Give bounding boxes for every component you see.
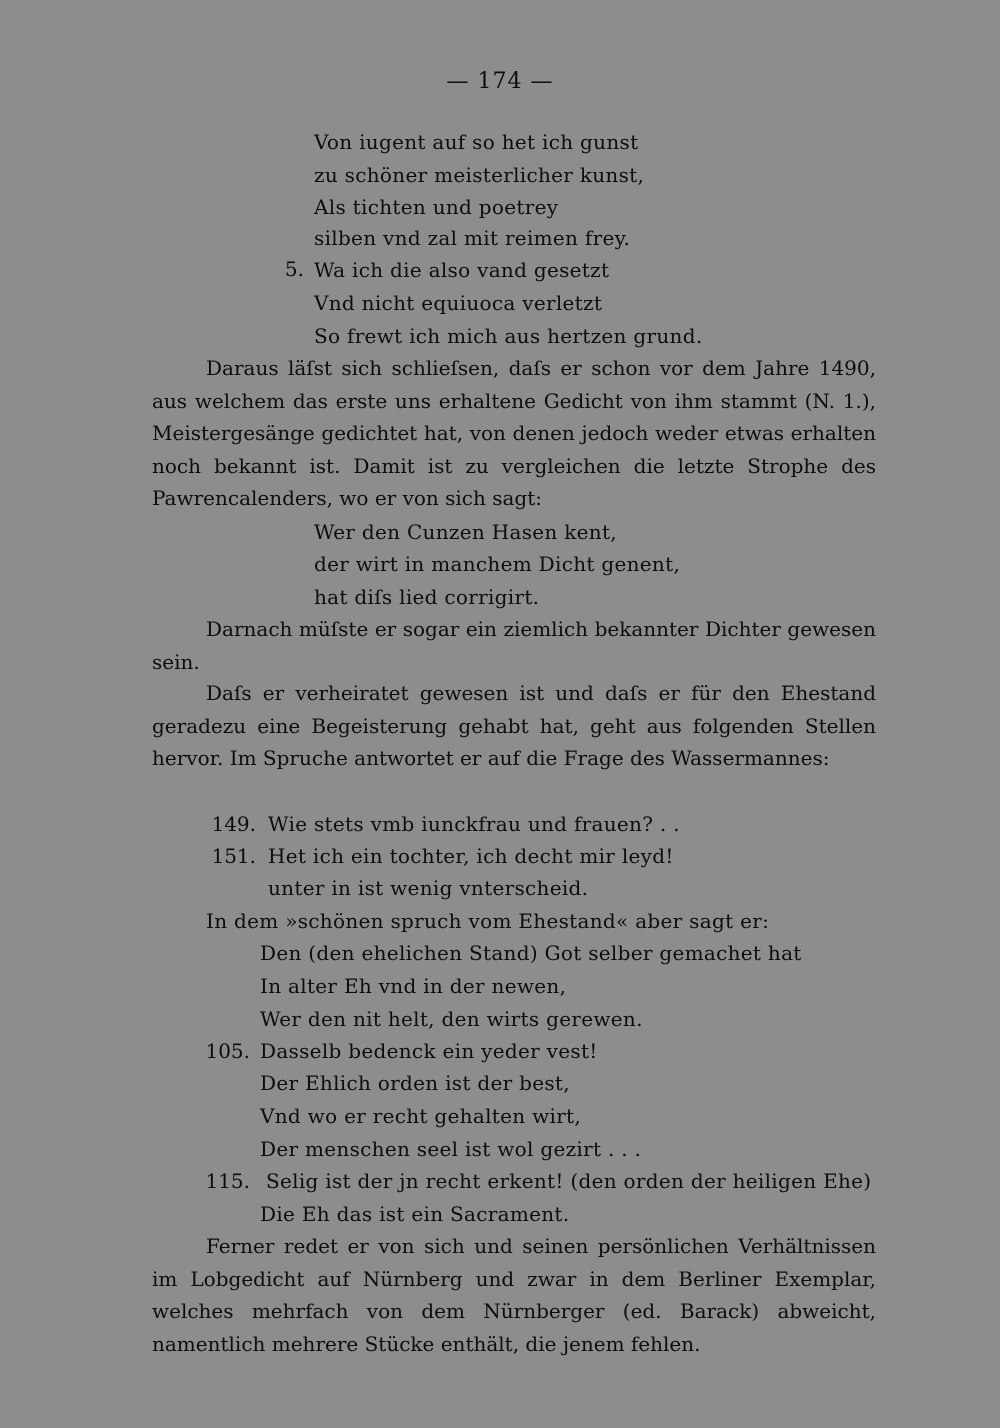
verse-line: Der menschen seel ist wol gezirt . . . [260,1137,642,1161]
verse-line-number: 115. [205,1169,250,1193]
paragraph-2 [152,613,876,678]
verse-line: So frewt ich mich aus hertzen grund. [314,324,703,348]
verse-line: Die Eh das ist ein Sacrament. [260,1202,570,1226]
verse-line: Den (den ehelichen Stand) Got selber gemachet hat [260,941,802,965]
paragraph-text: Ferner redet er von sich und seinen persönlichen Verhältnissen im Lobgedicht auf Nürnberg und zwar in dem Berliner Exemplar, welches mehrfach von dem Nürnberger (ed. Barack) abweicht, namentlich mehrere Stücke enthält, die jenem fehlen. [152,1234,876,1356]
verse-line: silben vnd zal mit reimen frey. [314,226,631,250]
verse-line: Selig ist der jn recht erkent! (den orden der heiligen Ehe) [266,1169,872,1193]
verse-line: hat diſs lied corrigirt. [314,585,540,609]
paragraph-text: Daſs er verheiratet gewesen ist und daſs er für den Ehestand geradezu eine Begeisterung gehabt hat, geht aus folgenden Stellen hervor. Im Spruche antwortet er auf die Frage des Wassermannes: [152,681,876,771]
verse-line: Het ich ein tochter, ich decht mir leyd! [268,844,674,868]
paragraph-5 [152,1230,876,1360]
verse-line: Vnd nicht equiuoca verletzt [314,291,603,315]
verse-line-number: 105. [205,1039,250,1063]
verse-line-number: 151. [211,844,256,868]
verse-line: zu schöner meisterlicher kunst, [314,163,645,187]
paragraph-4: In dem »schönen spruch vom Ehestand« aber sagt er: [206,909,770,933]
verse-line: Von iugent auf so het ich gunst [314,130,639,154]
verse-line: Wie stets vmb iunckfrau und frauen? . . [268,812,680,836]
verse-line: Wa ich die also vand gesetzt [314,258,610,282]
page-number: — 174 — [446,69,554,94]
verse-line: Der Ehlich orden ist der best, [260,1071,570,1095]
verse-line: Als tichten und poetrey [314,195,559,219]
verse-line: Vnd wo er recht gehalten wirt, [260,1104,582,1128]
verse-line: Wer den Cunzen Hasen kent, [314,520,617,544]
verse-line: In alter Eh vnd in der newen, [260,974,567,998]
verse-line-number: 149. [211,812,256,836]
paragraph-3 [152,677,876,775]
paragraph-text: Darnach müſste er sogar ein ziemlich bekannter Dichter gewesen sein. [152,617,876,674]
verse-line-number: 5. [284,257,304,281]
verse-line: unter in ist wenig vnterscheid. [268,876,589,900]
paragraph-1 [152,352,876,515]
verse-line: Dasselb bedenck ein yeder vest! [260,1039,598,1063]
verse-line: Wer den nit helt, den wirts gerewen. [260,1007,643,1031]
verse-line: der wirt in manchem Dicht genent, [314,552,681,576]
paragraph-text: Daraus läſst sich schlieſsen, daſs er schon vor dem Jahre 1490, aus welchem das erste uns erhaltene Gedicht von ihm stammt (N. 1.), Meistergesänge gedichtet hat, von denen jedoch weder etwas erhalten noch bekannt ist. Damit ist zu vergleichen die letzte Strophe des Pawrencalenders, wo er von sich sagt: [152,356,876,511]
